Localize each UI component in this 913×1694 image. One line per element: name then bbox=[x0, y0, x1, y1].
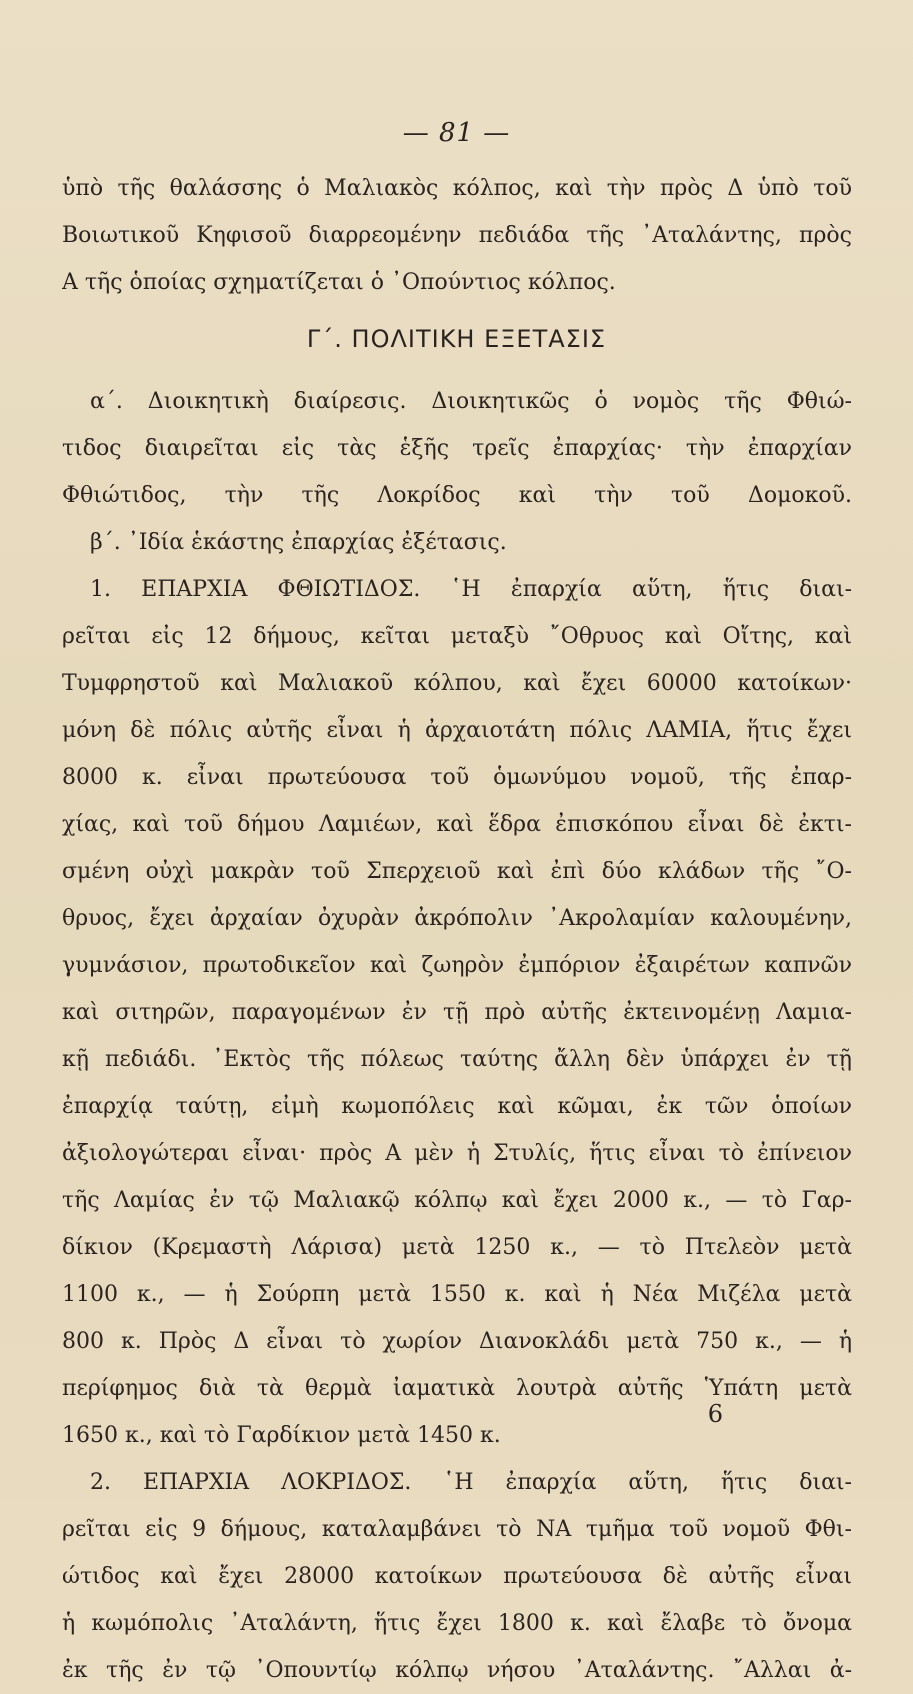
text-line: ρεῖται εἰς 12 δήμους, κεῖται μεταξὺ ῎Οθρυος καὶ Οἴτης, καὶ bbox=[62, 624, 852, 649]
text-line: ρεῖται εἰς 9 δήμους, καταλαμβάνει τὸ ΝΑ τμῆμα τοῦ νομοῦ Φθι- bbox=[62, 1517, 852, 1542]
text-line: 1. ΕΠΑΡΧΙΑ ΦΘΙΩΤΙΔΟΣ. ῾Η ἐπαρχία αὕτη, ἥτις διαι- bbox=[90, 577, 852, 602]
text-line: γυμνάσιον, πρωτοδικεῖον καὶ ζωηρὸν ἐμπόριον ἐξαιρέτων καπνῶν bbox=[62, 953, 852, 978]
text-line: 1650 κ., καὶ τὸ Γαρδίκιον μετὰ 1450 κ. bbox=[62, 1423, 501, 1448]
text-line: Φθιώτιδος, τὴν τῆς Λοκρίδος καὶ τὴν τοῦ Δομοκοῦ. bbox=[62, 483, 852, 508]
text-line: ἡ κωμόπολις ᾿Αταλάντη, ἥτις ἔχει 1800 κ. καὶ ἔλαβε τὸ ὄνομα bbox=[62, 1611, 852, 1636]
text-line: 2. ΕΠΑΡΧΙΑ ΛΟΚΡΙΔΟΣ. ῾Η ἐπαρχία αὕτη, ἥτις διαι- bbox=[90, 1470, 852, 1495]
text-line: ἐπαρχίᾳ ταύτῃ, εἰμὴ κωμοπόλεις καὶ κῶμαι, ἐκ τῶν ὁποίων bbox=[62, 1094, 852, 1119]
text-line: κῇ πεδιάδι. ᾿Εκτὸς τῆς πόλεως ταύτης ἄλλη δὲν ὑπάρχει ἐν τῇ bbox=[62, 1047, 852, 1072]
text-line: 1100 κ., — ἡ Σούρπη μετὰ 1550 κ. καὶ ἡ Νέα Μιζέλα μετὰ bbox=[62, 1282, 852, 1307]
page-header: — 81 — bbox=[402, 118, 511, 148]
text-line: ὑπὸ τῆς θαλάσσης ὁ Μαλιακὸς κόλπος, καὶ τὴν πρὸς Δ ὑπὸ τοῦ bbox=[62, 176, 852, 201]
text-line: τιδος διαιρεῖται εἰς τὰς ἑξῆς τρεῖς ἐπαρχίας· τὴν ἐπαρχίαν bbox=[62, 436, 852, 461]
text-line: περίφημος διὰ τὰ θερμὰ ἰαματικὰ λουτρὰ αὐτῆς Ὑπάτη μετὰ bbox=[62, 1376, 852, 1401]
text-line: θρυος, ἔχει ἀρχαίαν ὀχυρὰν ἀκρόπολιν ᾿Ακρολαμίαν καλουμένην, bbox=[62, 906, 852, 931]
text-line: α΄. Διοικητικὴ διαίρεσις. Διοικητικῶς ὁ νομὸς τῆς Φθιώ- bbox=[90, 389, 852, 414]
text-line: Τυμφρηστοῦ καὶ Μαλιακοῦ κόλπου, καὶ ἔχει 60000 κατοίκων· bbox=[62, 671, 852, 696]
text-line: μόνη δὲ πόλις αὐτῆς εἶναι ἡ ἀρχαιοτάτη πόλις ΛΑΜΙΑ, ἥτις ἔχει bbox=[62, 718, 852, 743]
text-line: β΄. ᾿Ιδία ἑκάστης ἐπαρχίας ἐξέτασις. bbox=[90, 530, 507, 555]
text-line: τῆς Λαμίας ἐν τῷ Μαλιακῷ κόλπῳ καὶ ἔχει 2000 κ., — τὸ Γαρ- bbox=[62, 1188, 852, 1213]
section-title: Γ΄. ΠΟΛΙΤΙΚΗ ΕΞΕΤΑΣΙΣ bbox=[306, 325, 607, 353]
text-line: χίας, καὶ τοῦ δήμου Λαμιέων, καὶ ἕδρα ἐπισκόπου εἶναι δὲ ἐκτι- bbox=[62, 812, 852, 837]
text-line: Βοιωτικοῦ Κηφισοῦ διαρρεομένην πεδιάδα τῆς ᾿Αταλάντης, πρὸς bbox=[62, 223, 852, 248]
page-number: 6 bbox=[707, 1400, 723, 1428]
text-line: ἀξιολογώτεραι εἶναι· πρὸς Α μὲν ἡ Στυλίς, ἥτις εἶναι τὸ ἐπίνειον bbox=[62, 1141, 852, 1166]
text-line: ἐκ τῆς ἐν τῷ ᾿Οπουντίῳ κόλπῳ νήσου ᾿Αταλάντης. ῎Αλλαι ἀ- bbox=[62, 1658, 852, 1683]
text-line: σμένη οὐχὶ μακρὰν τοῦ Σπερχειοῦ καὶ ἐπὶ δύο κλάδων τῆς ῎Ο- bbox=[62, 859, 852, 884]
text-line: ώτιδος καὶ ἔχει 28000 κατοίκων πρωτεύουσα δὲ αὐτῆς εἶναι bbox=[62, 1564, 852, 1589]
intro-paragraph bbox=[62, 165, 852, 306]
body-text bbox=[62, 378, 852, 1694]
text-line: 800 κ. Πρὸς Δ εἶναι τὸ χωρίον Διανοκλάδι μετὰ 750 κ., — ἡ bbox=[62, 1329, 852, 1354]
text-line: δίκιον (Κρεμαστὴ Λάρισα) μετὰ 1250 κ., — τὸ Πτελεὸν μετὰ bbox=[62, 1235, 852, 1260]
text-line: 8000 κ. εἶναι πρωτεύουσα τοῦ ὁμωνύμου νομοῦ, τῆς ἐπαρ- bbox=[62, 765, 852, 790]
text-line: Α τῆς ὁποίας σχηματίζεται ὁ ᾿Οπούντιος κόλπος. bbox=[62, 270, 616, 295]
text-line: καὶ σιτηρῶν, παραγομένων ἐν τῇ πρὸ αὐτῆς ἐκτεινομένῃ Λαμια- bbox=[62, 1000, 852, 1025]
